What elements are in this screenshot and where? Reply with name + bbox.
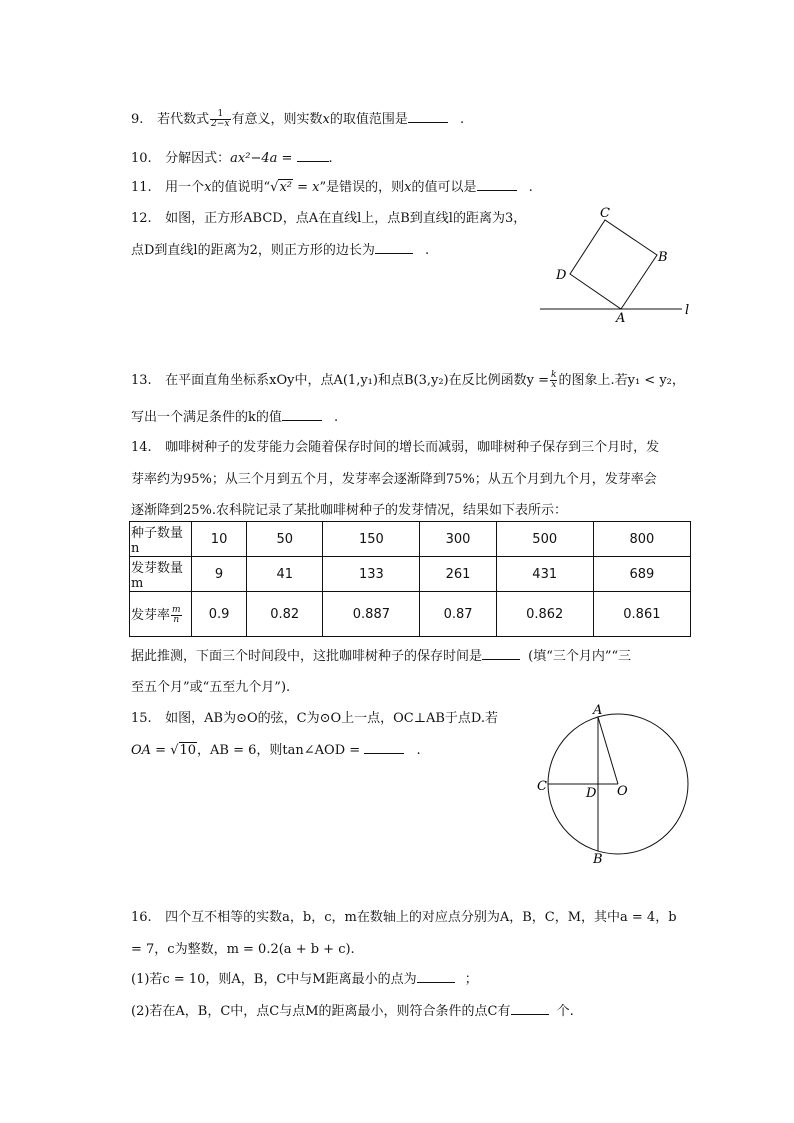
table-cell: 41 [247, 557, 323, 592]
radical: x² [279, 180, 292, 195]
table-cell: 150 [323, 522, 420, 557]
circle-figure [530, 700, 700, 875]
table-cell: 0.861 [593, 592, 690, 637]
segment-oa [598, 717, 618, 784]
table-cell: 300 [420, 522, 496, 557]
table-cell: 0.82 [247, 592, 323, 637]
answer-blank[interactable] [477, 178, 517, 191]
answer-blank[interactable] [482, 647, 520, 660]
question-number: 11. [131, 180, 152, 195]
answer-blank[interactable] [375, 241, 413, 254]
question-12: 12. 如图，正方形ABCD，点A在直线l上，点B到直线l的距离为3， [131, 211, 527, 226]
question-16-part1: (1)若c = 10，则A，B，C中与M距离最小的点为 ； [131, 972, 478, 987]
label-a: A [616, 311, 626, 326]
question-10: 10. 分解因式：ax²−4a = . [131, 151, 333, 166]
answer-blank[interactable] [282, 408, 322, 421]
answer-blank[interactable] [511, 1002, 549, 1015]
question-number: 14. [131, 440, 152, 455]
table-row [130, 557, 691, 592]
table-cell: 9 [192, 557, 247, 592]
question-16-line2: = 7，c为整数，m = 0.2(a + b + c). [131, 942, 355, 957]
question-16: 16. 四个互不相等的实数a，b，c，m在数轴上的对应点分别为A，B，C，M，其中a = 4，b [131, 910, 677, 925]
row-header: 发芽率 $\frac{m}{n}$ [130, 592, 192, 637]
question-13: 13. 在平面直角坐标系xOy中，点A(1,y₁)和点B(3,y₂)在反比例函数y = $\frac{k}{x}$ 的图象上.若y₁ < y₂， [131, 370, 685, 390]
radical: 10 [179, 743, 197, 758]
question-15-line2: OA = √10，AB = 6，则tan∠AOD = . [131, 743, 421, 758]
answer-blank[interactable] [364, 741, 404, 754]
question-14-line3: 逐渐降到25%.农科院记录了某批咖啡树种子的发芽情况，结果如下表所示： [131, 503, 568, 518]
table-cell: 500 [496, 522, 593, 557]
germination-table [129, 521, 691, 637]
table-cell: 261 [420, 557, 496, 592]
label-b: B [593, 852, 603, 867]
question-14: 14. 咖啡树种子的发芽能力会随着保存时间的增长而减弱，咖啡树种子保存到三个月时，发 [131, 440, 660, 455]
question-9: 9. 若代数式 $\frac{1}{2-x}$ 有意义，则实数x的取值范围是 . [131, 109, 465, 129]
fraction: $\frac{1}{2-x}$ [211, 109, 230, 129]
table-cell: 10 [192, 522, 247, 557]
question-14-line2: 芽率约为95%；从三个月到五个月，发芽率会逐渐降到75%；从五个月到九个月，发芽率会 [131, 472, 657, 487]
answer-blank[interactable] [297, 149, 329, 162]
question-number: 13. [131, 373, 152, 388]
table-cell: 50 [247, 522, 323, 557]
question-16-part2: (2)若在A，B，C中，点C与点M的距离最小，则符合条件的点C有 个. [131, 1004, 574, 1019]
table-cell: 431 [496, 557, 593, 592]
table-cell: 800 [593, 522, 690, 557]
question-number: 9. [131, 112, 144, 127]
label-a: A [593, 703, 603, 718]
label-d: D [586, 786, 597, 801]
row-header: 发芽数量m [130, 557, 192, 592]
question-15: 15. 如图，AB为⊙O的弦，C为⊙O上一点，OC⊥AB于点D.若 [131, 711, 498, 726]
question-13-line2: 写出一个满足条件的k的值 . [131, 410, 339, 425]
question-14-after: 据此推测，下面三个时间段中，这批咖啡树种子的保存时间是 (填“三个月内”“三 [131, 649, 632, 664]
question-11: 11. 用一个x的值说明“√x² = x”是错误的，则x的值可以是 . [131, 180, 533, 195]
table-cell: 0.862 [496, 592, 593, 637]
label-l: l [685, 303, 690, 318]
table-cell: 0.9 [192, 592, 247, 637]
table-cell: 0.887 [323, 592, 420, 637]
table-row [130, 592, 691, 637]
label-o: O [617, 784, 628, 799]
question-number: 10. [131, 151, 152, 166]
answer-blank[interactable] [417, 970, 455, 983]
table-cell: 0.87 [420, 592, 496, 637]
label-d: D [556, 268, 567, 283]
label-c: C [537, 779, 547, 794]
square-figure [530, 200, 700, 330]
question-14-after2: 至五个月”或“五至九个月”). [131, 680, 291, 695]
fraction: $\frac{k}{x}$ [551, 370, 557, 390]
question-number: 16. [131, 910, 152, 925]
table-cell: 689 [593, 557, 690, 592]
question-number: 15. [131, 711, 152, 726]
table-cell: 133 [323, 557, 420, 592]
row-header: 种子数量n [130, 522, 192, 557]
question-number: 12. [131, 211, 152, 226]
label-c: C [600, 206, 610, 221]
question-12-line2: 点D到直线l的距离为2，则正方形的边长为 . [131, 243, 430, 258]
table-row [130, 522, 691, 557]
label-b: B [658, 250, 668, 265]
square-abcd [570, 220, 657, 309]
answer-blank[interactable] [408, 110, 448, 123]
